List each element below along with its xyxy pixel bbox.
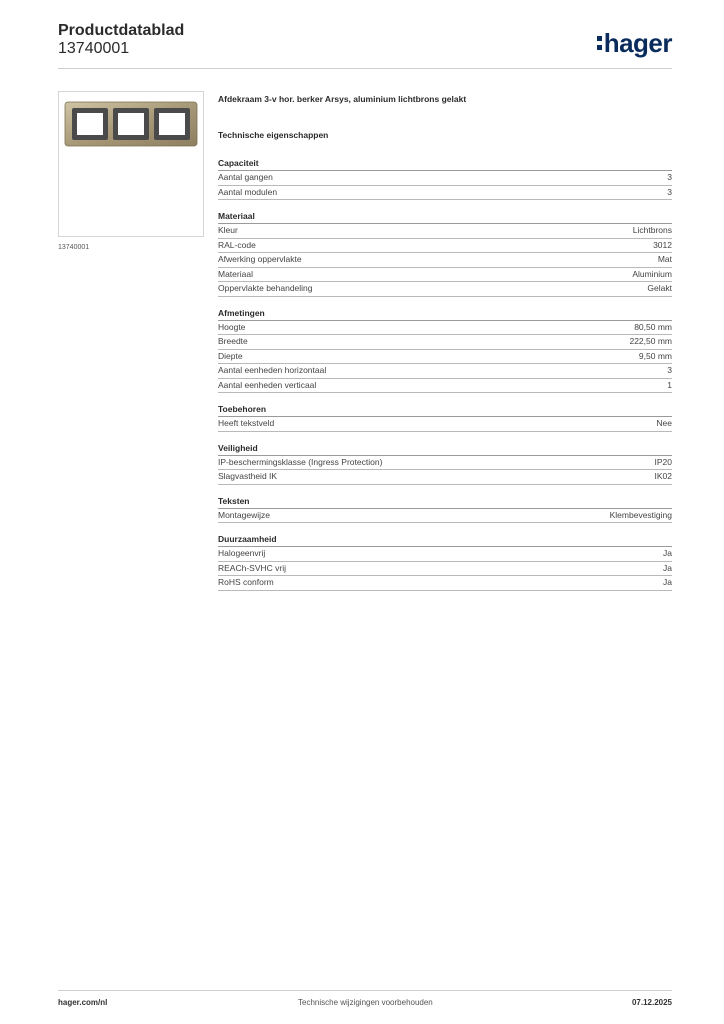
footer-website: hager.com/nl <box>58 998 108 1007</box>
spec-label: Kleur <box>218 225 238 235</box>
spec-label: Aantal eenheden verticaal <box>218 379 317 390</box>
spec-label: Aantal eenheden horizontaal <box>218 365 327 375</box>
spec-value: 1 <box>667 379 672 390</box>
spec-row <box>218 268 672 283</box>
spec-section <box>218 156 672 200</box>
spec-label: Montagewijze <box>218 509 270 520</box>
spec-section <box>218 441 672 485</box>
spec-row <box>218 417 672 432</box>
spec-section-title: Afmetingen <box>218 306 672 321</box>
spec-value: Ja <box>663 562 672 573</box>
page-header <box>58 20 672 70</box>
section-heading: Technische eigenschappen <box>218 130 329 140</box>
spec-row <box>218 171 672 186</box>
spec-section-title: Teksten <box>218 494 672 509</box>
spec-row <box>218 224 672 239</box>
spec-row <box>218 335 672 350</box>
logo-dots-icon <box>597 36 602 50</box>
spec-row <box>218 456 672 471</box>
spec-section <box>218 306 672 394</box>
spec-section <box>218 494 672 524</box>
spec-label: Oppervlakte behandeling <box>218 283 313 293</box>
spec-label: Diepte <box>218 350 243 361</box>
spec-value: 9,50 mm <box>638 350 672 361</box>
spec-section-title: Capaciteit <box>218 156 672 171</box>
spec-value: Ja <box>663 548 672 558</box>
spec-section-title: Materiaal <box>218 209 672 224</box>
spec-row <box>218 576 672 591</box>
header-divider <box>58 68 672 69</box>
spec-section <box>218 532 672 591</box>
footer-disclaimer: Technische wijzigingen voorbehouden <box>298 998 433 1007</box>
spec-value: 3012 <box>653 239 672 250</box>
spec-label: Heeft tekstveld <box>218 418 275 428</box>
spec-label: REACh-SVHC vrij <box>218 562 287 573</box>
spec-label: Hoogte <box>218 321 246 332</box>
spec-value: Ja <box>663 577 672 587</box>
spec-row <box>218 321 672 336</box>
spec-value: Aluminium <box>632 268 672 279</box>
spec-value: Mat <box>657 254 672 264</box>
spec-row <box>218 379 672 394</box>
spec-label: Halogeenvrij <box>218 548 266 558</box>
spec-value: Gelakt <box>647 283 672 293</box>
spec-value: IK02 <box>654 471 672 481</box>
spec-label: Afwerking oppervlakte <box>218 254 302 264</box>
image-caption: 13740001 <box>58 244 90 251</box>
spec-value: Lichtbrons <box>632 225 672 235</box>
product-title: Afdekraam 3-v hor. berker Arsys, aluminium lichtbrons gelakt <box>218 94 467 104</box>
spec-section <box>218 209 672 297</box>
page-title: Productdatablad <box>58 22 185 39</box>
spec-value: IP20 <box>654 456 672 467</box>
spec-row <box>218 253 672 268</box>
product-number: 13740001 <box>58 40 130 57</box>
spec-section <box>218 402 672 432</box>
spec-label: RoHS conform <box>218 577 274 587</box>
product-image <box>58 91 204 237</box>
spec-value: 3 <box>667 172 672 182</box>
spec-value: 3 <box>667 365 672 375</box>
spec-section-title: Toebehoren <box>218 402 672 417</box>
spec-content <box>218 94 672 591</box>
spec-value: 3 <box>667 186 672 197</box>
spec-label: Aantal gangen <box>218 172 273 182</box>
spec-row <box>218 562 672 577</box>
spec-row <box>218 186 672 201</box>
cover-frame-icon <box>59 92 203 236</box>
spec-row <box>218 364 672 379</box>
spec-value: 80,50 mm <box>634 321 672 332</box>
spec-value: 222,50 mm <box>629 336 672 346</box>
spec-label: Slagvastheid IK <box>218 471 278 481</box>
spec-label: IP-beschermingsklasse (Ingress Protection) <box>218 456 383 467</box>
spec-label: Breedte <box>218 336 248 346</box>
spec-row <box>218 509 672 524</box>
footer-divider <box>58 990 672 991</box>
spec-section-title: Veiligheid <box>218 441 672 456</box>
footer-date: 07.12.2025 <box>631 998 672 1007</box>
spec-value: Klembevestiging <box>609 509 672 520</box>
hager-logo: hager <box>597 28 672 59</box>
spec-row <box>218 470 672 485</box>
spec-row <box>218 547 672 562</box>
spec-label: Materiaal <box>218 268 253 279</box>
spec-label: Aantal modulen <box>218 186 278 197</box>
spec-row <box>218 282 672 297</box>
spec-label: RAL-code <box>218 239 256 250</box>
spec-value: Nee <box>656 418 672 428</box>
spec-section-title: Duurzaamheid <box>218 532 672 547</box>
spec-row <box>218 239 672 254</box>
spec-row <box>218 350 672 365</box>
